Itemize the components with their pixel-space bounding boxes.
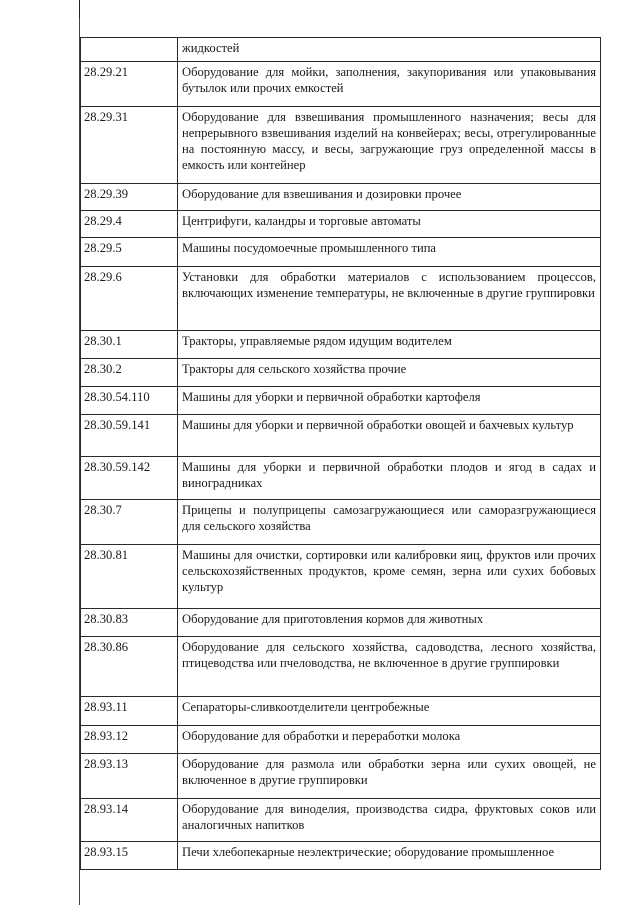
table-row bbox=[81, 697, 601, 726]
description-cell bbox=[178, 359, 601, 387]
code-cell: 28.30.54.110 bbox=[81, 387, 178, 415]
description-text: Оборудование для размола или обработки зерна или сухих овощей, не включенное в другие группировки bbox=[182, 757, 596, 787]
code-cell: 28.30.2 bbox=[81, 359, 178, 387]
description-text: Тракторы, управляемые рядом идущим водителем bbox=[182, 334, 452, 348]
description-cell bbox=[178, 457, 601, 500]
table-row bbox=[81, 637, 601, 697]
classification-table bbox=[80, 37, 601, 870]
description-text: Машины для уборки и первичной обработки картофеля bbox=[182, 390, 481, 404]
code-cell: 28.29.6 bbox=[81, 267, 178, 331]
description-cell bbox=[178, 38, 601, 62]
code-cell: 28.30.83 bbox=[81, 609, 178, 637]
code-cell: 28.93.12 bbox=[81, 726, 178, 754]
description-text: Оборудование для обработки и переработки молока bbox=[182, 729, 461, 743]
code-cell: 28.30.81 bbox=[81, 545, 178, 609]
table-row bbox=[81, 211, 601, 238]
code-cell: 28.30.86 bbox=[81, 637, 178, 697]
code-cell: 28.30.1 bbox=[81, 331, 178, 359]
description-cell bbox=[178, 387, 601, 415]
description-cell bbox=[178, 238, 601, 267]
description-text: Оборудование для взвешивания и дозировки прочее bbox=[182, 187, 462, 201]
description-cell bbox=[178, 545, 601, 609]
table-row bbox=[81, 62, 601, 107]
table-row bbox=[81, 184, 601, 211]
code-cell: 28.29.21 bbox=[81, 62, 178, 107]
table-row bbox=[81, 799, 601, 842]
description-cell bbox=[178, 211, 601, 238]
description-text: Машины посудомоечные промышленного типа bbox=[182, 241, 437, 255]
description-cell bbox=[178, 62, 601, 107]
table-row bbox=[81, 457, 601, 500]
code-cell: 28.93.13 bbox=[81, 754, 178, 799]
code-cell: 28.30.7 bbox=[81, 500, 178, 545]
code-cell: 28.29.39 bbox=[81, 184, 178, 211]
description-text: Оборудование для мойки, заполнения, закупоривания или упаковывания бутылок или прочих емкостей bbox=[182, 65, 596, 95]
code-cell: 28.29.31 bbox=[81, 107, 178, 184]
description-text: Центрифуги, каландры и торговые автоматы bbox=[182, 214, 421, 228]
table-row bbox=[81, 500, 601, 545]
code-cell: 28.93.15 bbox=[81, 842, 178, 870]
description-text: Установки для обработки материалов с использованием процессов, включающих изменение температуры, не включенные в другие группировки bbox=[182, 270, 596, 300]
code-cell: 28.93.11 bbox=[81, 697, 178, 726]
table-row bbox=[81, 387, 601, 415]
code-cell: 28.30.59.142 bbox=[81, 457, 178, 500]
page-top-mark bbox=[79, 0, 80, 18]
description-cell bbox=[178, 697, 601, 726]
description-cell bbox=[178, 726, 601, 754]
description-text: Оборудование для виноделия, производства сидра, фруктовых соков или аналогичных напитков bbox=[182, 802, 596, 832]
description-cell bbox=[178, 415, 601, 457]
table-row bbox=[81, 331, 601, 359]
table-row bbox=[81, 415, 601, 457]
description-text: Печи хлебопекарные неэлектрические; оборудование промышленное bbox=[182, 845, 555, 859]
description-cell bbox=[178, 107, 601, 184]
description-cell bbox=[178, 267, 601, 331]
description-text: Оборудование для сельского хозяйства, садоводства, лесного хозяйства, птицеводства или пчеловодства, не включенное в другие группировки bbox=[182, 640, 596, 670]
description-cell bbox=[178, 184, 601, 211]
description-text: Оборудование для взвешивания промышленного назначения; весы для непрерывного взвешивания изделий на конвейерах; весы, отрегулированные на постоянную массу, и весы, загружающие груз определенной массы в емкость или контейнер bbox=[182, 110, 596, 172]
description-text: Прицепы и полуприцепы самозагружающиеся или саморазгружающиеся для сельского хозяйства bbox=[182, 503, 596, 533]
description-cell bbox=[178, 799, 601, 842]
table-body bbox=[81, 38, 601, 870]
description-cell bbox=[178, 609, 601, 637]
description-text: жидкостей bbox=[182, 41, 240, 55]
table-row bbox=[81, 609, 601, 637]
table-row bbox=[81, 754, 601, 799]
description-text: Машины для уборки и первичной обработки овощей и бахчевых культур bbox=[182, 418, 574, 432]
description-text: Сепараторы-сливкоотделители центробежные bbox=[182, 700, 430, 714]
table-row bbox=[81, 545, 601, 609]
code-cell: 28.30.59.141 bbox=[81, 415, 178, 457]
code-cell: 28.93.14 bbox=[81, 799, 178, 842]
description-cell bbox=[178, 754, 601, 799]
table-row bbox=[81, 238, 601, 267]
description-text: Машины для уборки и первичной обработки плодов и ягод в садах и виноградниках bbox=[182, 460, 596, 490]
table-row bbox=[81, 726, 601, 754]
table-row bbox=[81, 38, 601, 62]
description-cell bbox=[178, 637, 601, 697]
code-cell bbox=[81, 38, 178, 62]
description-cell bbox=[178, 331, 601, 359]
description-text: Машины для очистки, сортировки или калибровки яиц, фруктов или прочих сельскохозяйственных продуктов, кроме семян, зерна или сухих бобовых культур bbox=[182, 548, 596, 594]
description-cell bbox=[178, 500, 601, 545]
code-cell: 28.29.4 bbox=[81, 211, 178, 238]
table-row bbox=[81, 107, 601, 184]
table-row bbox=[81, 359, 601, 387]
table-row bbox=[81, 842, 601, 870]
table-row bbox=[81, 267, 601, 331]
description-text: Оборудование для приготовления кормов для животных bbox=[182, 612, 484, 626]
description-cell bbox=[178, 842, 601, 870]
code-cell: 28.29.5 bbox=[81, 238, 178, 267]
description-text: Тракторы для сельского хозяйства прочие bbox=[182, 362, 407, 376]
